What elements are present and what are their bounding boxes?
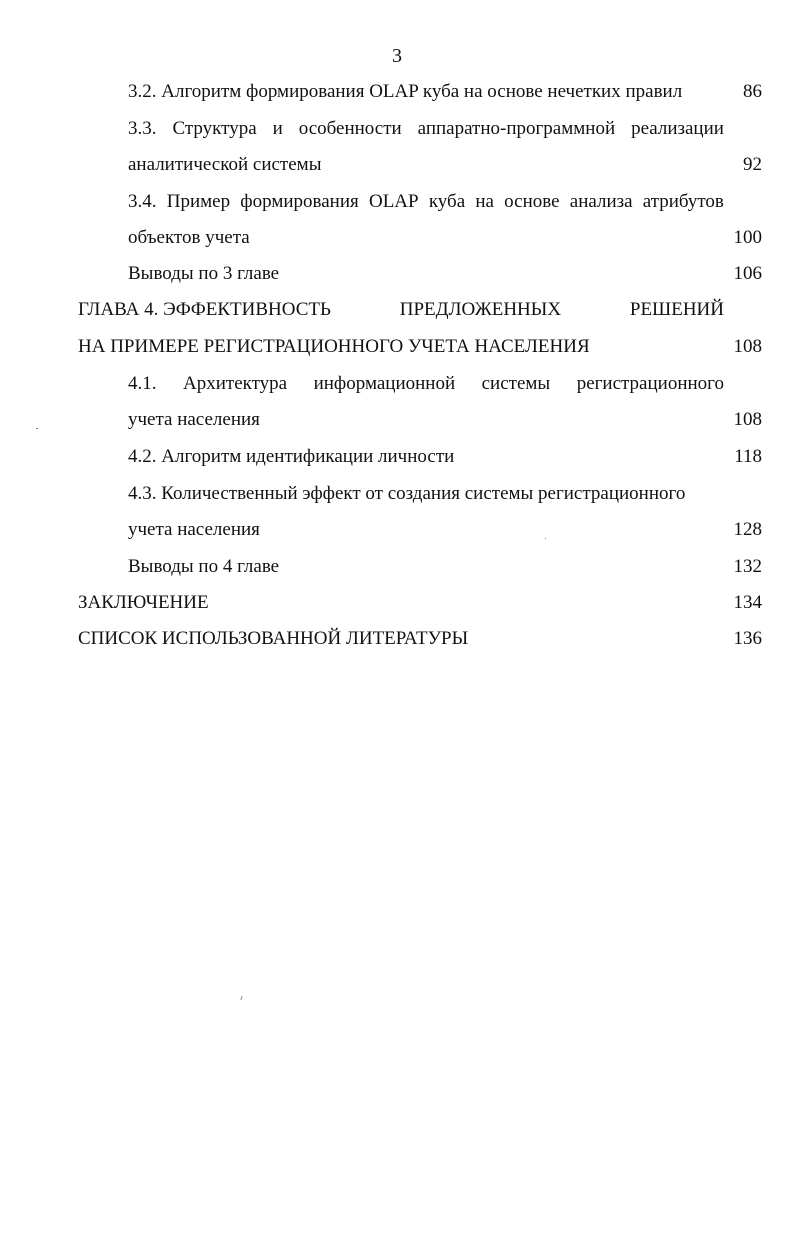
toc-entry-title: ГЛАВА 4. ЭФФЕКТИВНОСТЬ ПРЕДЛОЖЕННЫХ РЕШЕНИЙ	[78, 299, 724, 320]
toc-entry-page: 100	[733, 227, 762, 248]
toc-entry-title-continuation: учета населения	[128, 519, 260, 540]
toc-entry-references	[78, 627, 762, 651]
toc-entry-title: 3.3. Структура и особенности аппаратно-программной реализации	[128, 118, 724, 139]
toc-entry-4-1	[128, 372, 762, 432]
toc-entry-title: СПИСОК ИСПОЛЬЗОВАННОЙ ЛИТЕРАТУРЫ	[78, 628, 469, 649]
toc-entry-title-continuation: объектов учета	[128, 227, 250, 248]
toc-entry-title: ЗАКЛЮЧЕНИЕ	[78, 592, 209, 613]
toc-entry-3-3	[128, 117, 762, 177]
toc-entry-page: 118	[734, 446, 762, 467]
toc-entry-chapter-4	[78, 298, 762, 358]
toc-entry-title: 3.2. Алгоритм формирования OLAP куба на основе нечетких правил	[128, 81, 683, 102]
toc-entry-title: 4.2. Алгоритм идентификации личности	[128, 446, 455, 467]
toc-entry-conclusions-3	[128, 262, 762, 286]
toc-entry-title: Выводы по 3 главе	[128, 263, 280, 284]
toc-entry-page: 134	[733, 592, 762, 613]
toc-entry-title-continuation: аналитической системы	[128, 154, 322, 175]
toc-entry-page: 108	[733, 409, 762, 430]
toc-entry-title: 4.1. Архитектура информационной системы регистрационного	[128, 373, 724, 394]
toc-entry-page: 86	[743, 81, 762, 102]
toc-entry-title: 4.3. Количественный эффект от создания системы регистрационного	[128, 483, 686, 504]
toc-entry-conclusion	[78, 591, 762, 615]
toc-entry-page: 92	[743, 154, 762, 175]
scan-speck	[240, 996, 242, 1000]
toc-entry-title: 3.4. Пример формирования OLAP куба на основе анализа атрибутов	[128, 191, 724, 212]
toc-entry-title: Выводы по 4 главе	[128, 556, 280, 577]
toc-entry-page: 106	[733, 263, 762, 284]
page-number: 3	[392, 45, 402, 67]
toc-entry-page: 132	[733, 556, 762, 577]
scan-speck	[36, 428, 38, 429]
toc-entry-page: 136	[733, 628, 762, 649]
toc-entry-title-continuation: учета населения	[128, 409, 260, 430]
toc-entry-title-continuation: НА ПРИМЕРЕ РЕГИСТРАЦИОННОГО УЧЕТА НАСЕЛЕНИЯ	[78, 336, 590, 357]
toc-entry-page: 108	[733, 336, 762, 357]
toc-entry-3-2	[128, 80, 762, 104]
toc-entry-3-4	[128, 190, 762, 250]
toc-entry-4-2	[128, 445, 762, 469]
toc-entry-page: 128	[733, 519, 762, 540]
toc-entry-4-3	[128, 482, 762, 542]
scan-speck	[545, 538, 546, 539]
toc-entry-conclusions-4	[128, 555, 762, 579]
